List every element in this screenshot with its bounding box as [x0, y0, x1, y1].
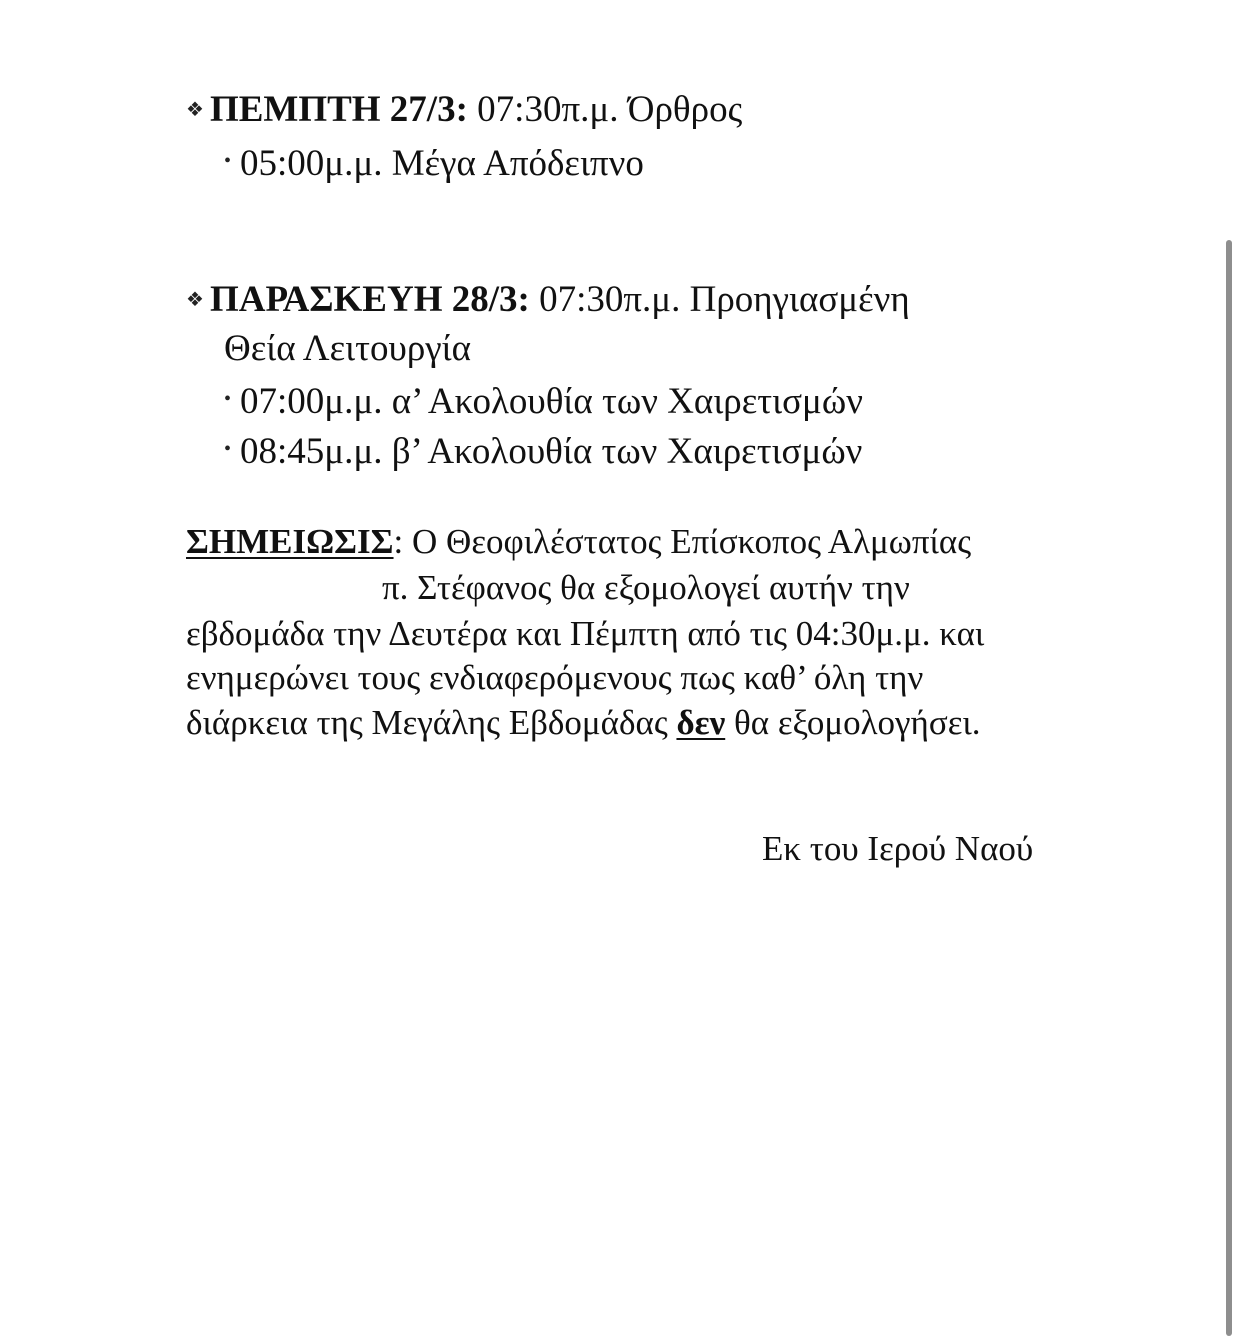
friday-continuation: Θεία Λειτουργία	[224, 328, 471, 369]
note-label: ΣΗΜΕΙΩΣΙΣ	[186, 522, 394, 561]
bullet-icon: •	[224, 388, 232, 410]
diamond-bullet-icon: ❖	[186, 99, 204, 121]
bullet-icon: •	[224, 438, 232, 460]
note-emphasis: δεν	[676, 703, 726, 742]
thursday-label: ΠΕΜΠΤΗ 27/3:	[209, 89, 468, 130]
note-text-1: Ο Θεοφιλέστατος Επίσκοπος Αλμωπίας	[403, 522, 972, 561]
signature: Εκ του Ιερού Ναού	[762, 829, 1034, 868]
note-line-3: εβδομάδα την Δευτέρα και Πέμπτη από τις 04:30μ.μ. και	[186, 614, 985, 653]
friday-heading-line	[186, 278, 910, 322]
vertical-scrollbar[interactable]	[1226, 240, 1232, 1336]
diamond-bullet-icon: ❖	[186, 289, 204, 311]
thursday-first-service: 07:30π.μ. Όρθρος	[477, 89, 743, 130]
friday-item-text: 07:00μ.μ. α’ Ακολουθία των Χαιρετισμών	[240, 381, 863, 422]
note-text-5b: θα εξομολογήσει.	[725, 703, 981, 742]
friday-item	[224, 427, 862, 471]
friday-item	[224, 377, 863, 421]
note-line-5	[186, 701, 981, 745]
note-line-4: ενημερώνει τους ενδιαφερόμενους πως καθ’ όλη την	[186, 658, 924, 697]
bullet-icon: •	[224, 150, 232, 172]
note-line-2: π. Στέφανος θα εξομολογεί αυτήν την	[382, 568, 910, 607]
note-colon: :	[393, 522, 404, 561]
thursday-item	[224, 139, 644, 183]
thursday-item-text: 05:00μ.μ. Μέγα Απόδειπνο	[240, 143, 644, 184]
note-text-5a: διάρκεια της Μεγάλης Εβδομάδας	[186, 703, 677, 742]
friday-label: ΠΑΡΑΣΚΕΥΗ 28/3:	[209, 279, 530, 320]
thursday-heading-line	[186, 88, 742, 132]
note-line-1	[186, 520, 971, 564]
friday-first-service: 07:30π.μ. Προηγιασμένη	[539, 279, 910, 320]
friday-item-text: 08:45μ.μ. β’ Ακολουθία των Χαιρετισμών	[240, 431, 863, 472]
